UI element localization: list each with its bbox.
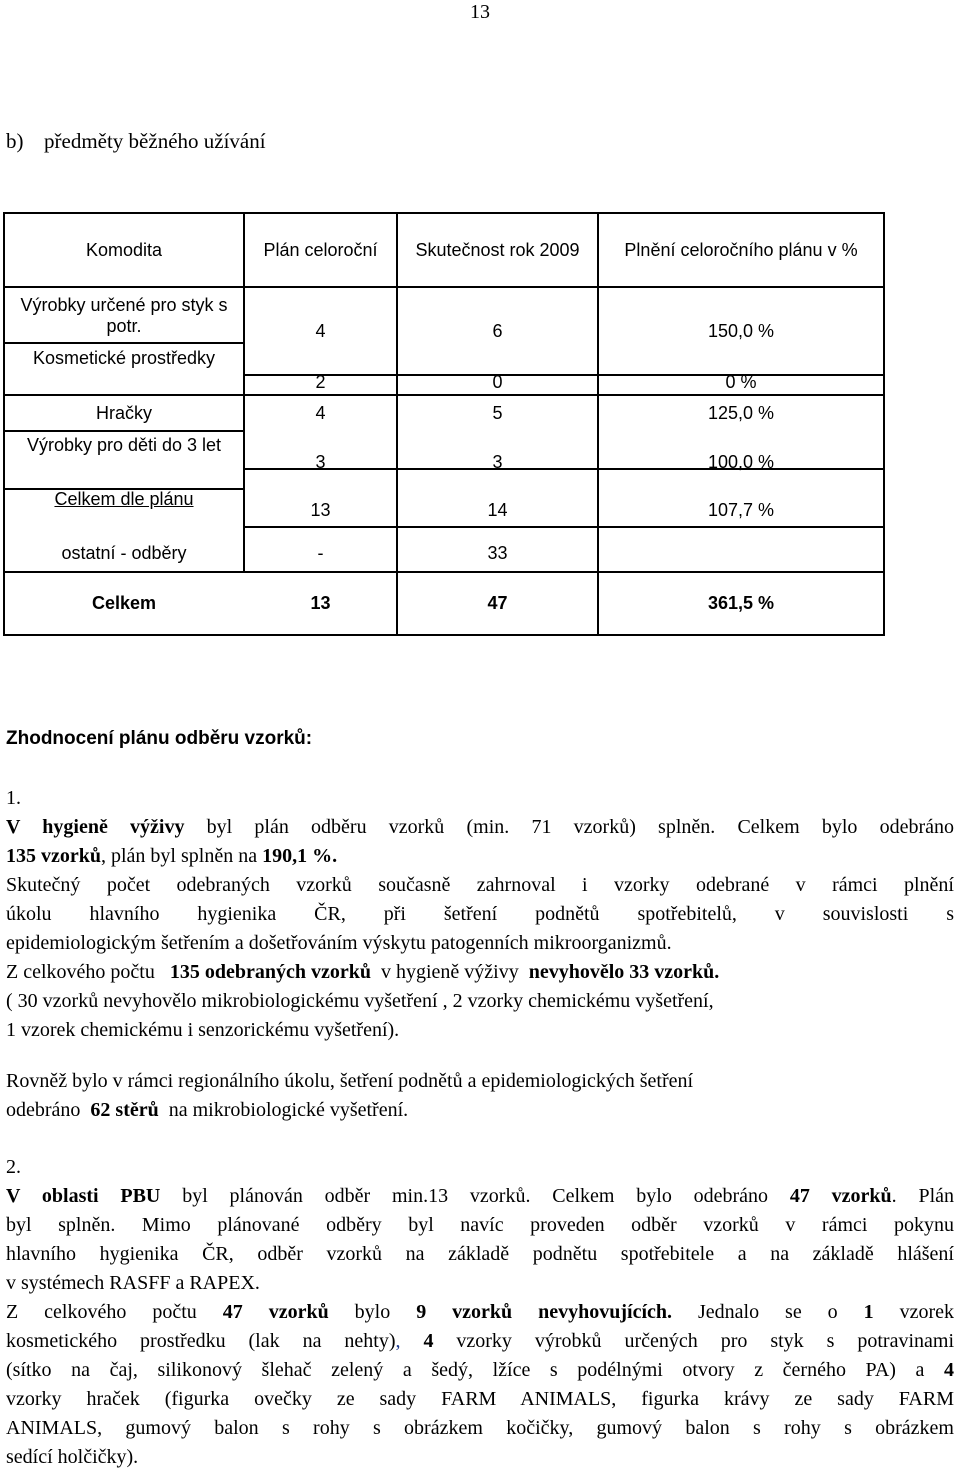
row7-commodity: Celkem (91, 593, 157, 613)
row6-fulfilment (599, 538, 883, 568)
header-commodity: Komodita (85, 239, 163, 260)
p1-line6: Z celkového počtu 135 odebraných vzorků v hygieně výživy nevyhovělo 33 vzorků. (6, 961, 720, 983)
paragraph-regional-task (6, 1067, 954, 1125)
p2-line10: sedící holčičky). (6, 1446, 139, 1468)
p2-number: 2. (6, 1156, 21, 1178)
row7-fulfilment: 361,5 % (707, 593, 775, 613)
p2-line6: kosmetického prostředku (lak na nehty), 4 vzorky výrobků určených pro styk s potravinami (6, 1330, 954, 1352)
section-label: b) (6, 129, 24, 153)
p1-line3: Skutečný počet odebraných vzorků současně zahrnoval i vzorky odebrané v rámci plnění (6, 874, 954, 896)
row4-actual: 3 (492, 451, 503, 472)
p2-line2: byl splněn. Mimo plánované odběry byl navíc proveden odběr vzorků v rámci pokynu (6, 1214, 954, 1236)
row2-plan: 2 (315, 371, 326, 392)
p1-line1: V hygieně výživy byl plán odběru vzorků (min. 71 vzorků) splněn. Celkem bylo odebráno (6, 816, 955, 838)
p1-line5: epidemiologickým šetřením a došetřováním výskytu patogenních mikroorganizmů. (6, 932, 672, 954)
row6-commodity: ostatní - odběry (61, 542, 187, 563)
row5-plan: 13 (310, 499, 331, 520)
section-heading (6, 128, 266, 154)
p1-number: 1. (6, 787, 21, 809)
row1-fulfilment: 150,0 % (707, 320, 775, 341)
commodity-table (3, 212, 885, 636)
page-number: 13 (470, 1, 490, 23)
row1-commodity: Výrobky určené pro styk s potr. (20, 295, 228, 336)
row3-plan: 4 (315, 402, 326, 423)
row6-actual: 33 (487, 542, 508, 563)
row4-commodity: Výrobky pro děti do 3 let (26, 434, 222, 455)
paragraph-food-hygiene (6, 784, 954, 1045)
row2-commodity: Kosmetické prostředky (32, 347, 216, 368)
p2-line1: V oblasti PBU byl plánován odběr min.13 vzorků. Celkem bylo odebráno 47 vzorků. Plán (6, 1185, 955, 1207)
p1-line2: 135 vzorků, plán byl splněn na 190,1 %. (6, 845, 338, 867)
row6-plan: - (317, 542, 324, 563)
row2-fulfilment: 0 % (725, 371, 757, 392)
row3-actual: 5 (492, 402, 503, 423)
row1-plan: 4 (315, 320, 326, 341)
p2-line7: (sítko na čaj, silikonový šlehač zelený a šedý, lžíce s podélnými otvory z černého PA) a 4 (6, 1359, 955, 1381)
row7-actual: 47 (487, 593, 508, 613)
row4-fulfilment: 100,0 % (707, 451, 775, 472)
row3-commodity: Hračky (95, 402, 152, 423)
row7-plan: 13 (310, 593, 331, 613)
p2-line5: Z celkového počtu 47 vzorků bylo 9 vzorků nevyhovujících. Jednalo se o 1 vzorek (6, 1301, 955, 1323)
p2-line4: v systémech RASFF a RAPEX. (6, 1272, 260, 1294)
paragraph-pbu (6, 1153, 954, 1472)
row2-actual: 0 (492, 371, 503, 392)
p2-line8: vzorky hraček (figurka ovečky ze sady FARM ANIMALS, figurka krávy ze sady FARM (6, 1388, 954, 1410)
p2-line9: ANIMALS, gumový balon s rohy s obrázkem kočičky, gumový balon s rohy s obrázkem (6, 1417, 954, 1439)
row1-actual: 6 (492, 320, 503, 341)
row5-actual: 14 (487, 499, 508, 520)
row3-fulfilment: 125,0 % (707, 402, 775, 423)
p1-line4: úkolu hlavního hygienika ČR, při šetření podnětů spotřebitelů, v souvislosti s (6, 903, 954, 925)
assessment-title: Zhodnocení plánu odběru vzorků: (6, 728, 313, 749)
p1-line8: 1 vzorek chemickému i senzorickému vyšetření). (6, 1019, 400, 1041)
also-line2: odebráno 62 stěrů na mikrobiologické vyšetření. (6, 1099, 409, 1121)
header-actual: Skutečnost rok 2009 (415, 239, 580, 260)
row4-plan: 3 (315, 451, 326, 472)
header-fulfilment: Plnění celoročního plánu v % (624, 239, 858, 260)
also-line1: Rovněž bylo v rámci regionálního úkolu, šetření podnětů a epidemiologických šetření (6, 1070, 694, 1092)
header-plan: Plán celoroční (263, 239, 378, 260)
row5-commodity: Celkem dle plánu (54, 488, 194, 509)
p2-line3: hlavního hygienika ČR, odběr vzorků na základě podnětu spotřebitele a na základě hlášení (6, 1243, 954, 1265)
row5-fulfilment: 107,7 % (707, 499, 775, 520)
section-title: předměty běžného užívání (44, 129, 266, 153)
p1-line7: ( 30 vzorků nevyhovělo mikrobiologickému vyšetření , 2 vzorky chemickému vyšetření, (6, 990, 714, 1012)
